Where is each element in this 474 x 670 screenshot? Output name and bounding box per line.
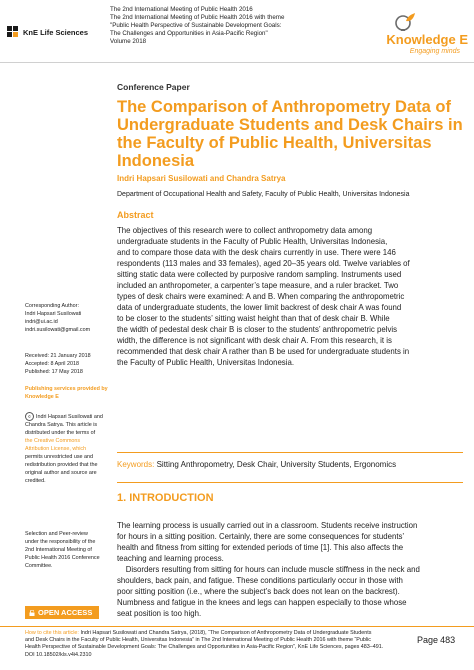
received-date: Received: 21 January 2018	[25, 353, 91, 359]
intro-line: Numbness and fatigue in the knees and legs can happen especially to those whose	[117, 598, 407, 607]
affiliation: Department of Occupational Health and Safety, Faculty of Public Health, Universitas Indonesia	[117, 191, 410, 198]
email-link[interactable]: indri.susilowati@gmail.com	[25, 327, 91, 333]
page-label: Page	[417, 635, 439, 645]
meeting-line: The Challenges and Opportunities in Asia-Pacific Region"	[110, 30, 268, 37]
abstract-body	[117, 225, 463, 368]
abstract-line: data of undergraduate students, the lower limit backrest of desk chair A was found	[117, 303, 402, 312]
meeting-line: "Public Health Perspective of Sustainable Development Goals:	[110, 22, 282, 29]
lightbulb-leaf-icon	[394, 12, 416, 32]
side-line: distributed under the terms of	[25, 430, 96, 436]
abstract-line: the width of pedestal desk chair B is closer to the students’ anthropometric pelvis	[117, 325, 398, 334]
intro-line: Disorders resulting from sitting for hours can include muscle stiffness in the neck and	[117, 565, 420, 574]
author-name: Indri Hapsari Susilowati	[25, 311, 82, 317]
intro-line: seat position is too high.	[117, 609, 202, 618]
meeting-line: The 2nd International Meeting of Public Health 2016	[110, 6, 253, 13]
page-number	[417, 635, 455, 645]
kne-squares-icon	[7, 26, 19, 38]
attribution-license-link[interactable]: Attribution License, which	[25, 446, 87, 452]
creative-commons-link[interactable]: the Creative Commons	[25, 438, 81, 444]
authors: Indri Hapsari Susilowati and Chandra Satrya	[117, 174, 286, 183]
title-line: the Faculty of Public Health, Universitas	[117, 134, 432, 152]
abstract-line: undergraduate students in the Faculty of Public Health, Universitas Indonesia,	[117, 237, 388, 246]
publication-dates	[25, 352, 113, 376]
corresponding-author	[25, 302, 113, 334]
kne-label: KnE Life Sciences	[23, 27, 89, 37]
page-value: 483	[440, 635, 456, 645]
intro-line: health and fitness from sitting for extended periods of time [1]. This also affects the	[117, 543, 404, 552]
cite-label: How to cite this article:	[25, 630, 79, 636]
abstract-heading: Abstract	[117, 210, 154, 220]
keywords	[117, 460, 396, 469]
side-line: under the responsibility of the	[25, 539, 96, 545]
keywords-divider	[117, 452, 463, 453]
paper-type: Conference Paper	[117, 82, 190, 92]
side-line: permits unrestricted use and	[25, 454, 94, 460]
publisher-link[interactable]: Knowledge E	[25, 394, 59, 400]
keywords-list: Sitting Anthropometry, Desk Chair, University Students, Ergonomics	[156, 460, 397, 469]
journal-header	[0, 0, 474, 62]
intro-line: poor sitting position (i.e., where the subject’s back does not lean on the backrest).	[117, 587, 400, 596]
open-lock-icon	[29, 610, 35, 616]
intro-line: teaching and learning process.	[117, 554, 224, 563]
meeting-line: The 2nd International Meeting of Public Health 2016 with theme	[110, 14, 285, 21]
side-line: Public Health 2016 Conference	[25, 555, 100, 561]
side-line: credited.	[25, 478, 46, 484]
side-line: Committee.	[25, 563, 53, 569]
side-line: Indri Hapsari Susilowati and	[36, 413, 103, 420]
cite-line: Health Perspective of Sustainable Development Goals: The Challenges and Opportunities in Asia-Pacific Region”, KnE Life Sciences, pages 483–491.	[25, 644, 384, 651]
title-line: The Comparison of Anthropometry Data of	[117, 98, 451, 116]
intro-heading: 1. INTRODUCTION	[117, 492, 214, 504]
paper-title	[117, 98, 462, 170]
accepted-date: Accepted: 8 April 2018	[25, 361, 79, 367]
license-info	[25, 412, 113, 485]
meeting-line: Volume 2018	[110, 38, 147, 45]
side-line: 2nd International Meeting of	[25, 547, 92, 553]
published-date: Published: 17 May 2018	[25, 369, 83, 375]
section-divider	[117, 482, 463, 483]
doi-link[interactable]: DOI 10.18502/kls.v4i4.2310	[25, 651, 92, 658]
intro-body	[117, 520, 463, 619]
publishing-services	[25, 385, 113, 401]
cite-line: and Desk Chairs in the Faculty of Public Health, Universitas Indonesia” in The 2nd International Meeting of Public Health 2016 with theme “Public	[25, 637, 371, 644]
email-link[interactable]: indri@ui.ac.id	[25, 319, 58, 325]
intro-line: for hours in a sitting position. Certainly, there are some consequences for students’	[117, 532, 405, 541]
peer-review-note	[25, 530, 113, 570]
abstract-line: width, the difference is not significant with desk chair A. From this research, it is	[117, 336, 392, 345]
side-line: Selection and Peer-review	[25, 531, 88, 537]
abstract-line: sitting static data were collected by purposive random sampling. Instruments used	[117, 270, 402, 279]
title-line: Indonesia	[117, 152, 195, 170]
footer-divider	[0, 626, 474, 627]
open-access-label: OPEN ACCESS	[38, 608, 93, 617]
kne-life-sciences-logo[interactable]	[7, 26, 88, 38]
abstract-line: included an anthropometer, a carpenter’s tape measure, and a ruler bracket. Two	[117, 281, 399, 290]
header-divider	[0, 62, 474, 63]
abstract-line: recommended that desk chair A rather than B be used for undergraduate students in	[117, 347, 410, 356]
intro-line: shoulders, back pain, and fatigue. These conditions particularly occur in those with	[117, 576, 403, 585]
side-line: Corresponding Author:	[25, 303, 79, 309]
title-line: Undergraduate Students and Desk Chairs in	[117, 116, 463, 134]
abstract-line: and to compare those data with the desk chairs currently in use. There were 146	[117, 248, 396, 257]
side-line: Publishing services provided by	[25, 386, 108, 392]
keywords-label: Keywords:	[117, 460, 155, 469]
copyright-icon: ©	[25, 412, 34, 421]
side-line: Chandra Satrya. This article is	[25, 422, 98, 428]
meeting-info	[110, 6, 350, 46]
abstract-line: The objectives of this research were to collect anthropometry data among	[117, 226, 373, 235]
brand-name: Knowledge E	[386, 32, 468, 47]
side-line: redistribution provided that the	[25, 462, 98, 468]
citation	[25, 630, 405, 659]
open-access-badge[interactable]	[25, 606, 99, 619]
side-line: original author and source are	[25, 470, 97, 476]
abstract-line: the Faculty of Public Health, Universitas Indonesia.	[117, 358, 295, 367]
cite-line: Indri Hapsari Susilowati and Chandra Satrya, (2018), “The Comparison of Anthropometry Data of Undergraduate Students	[80, 630, 372, 636]
abstract-line: respondents (113 males and 33 females), aged 20–35 years old. Twelve variables of	[117, 259, 410, 268]
intro-line: The learning process is usually carried out in a classroom. Students receive instruction	[117, 521, 418, 530]
abstract-line: to be closer to the students’ sitting waist height than that of desk chair B. While	[117, 314, 390, 323]
brand-tagline: Engaging minds	[409, 48, 460, 55]
abstract-line: types of desk chairs were examined: A and B. When comparing the anthropometric	[117, 292, 405, 301]
